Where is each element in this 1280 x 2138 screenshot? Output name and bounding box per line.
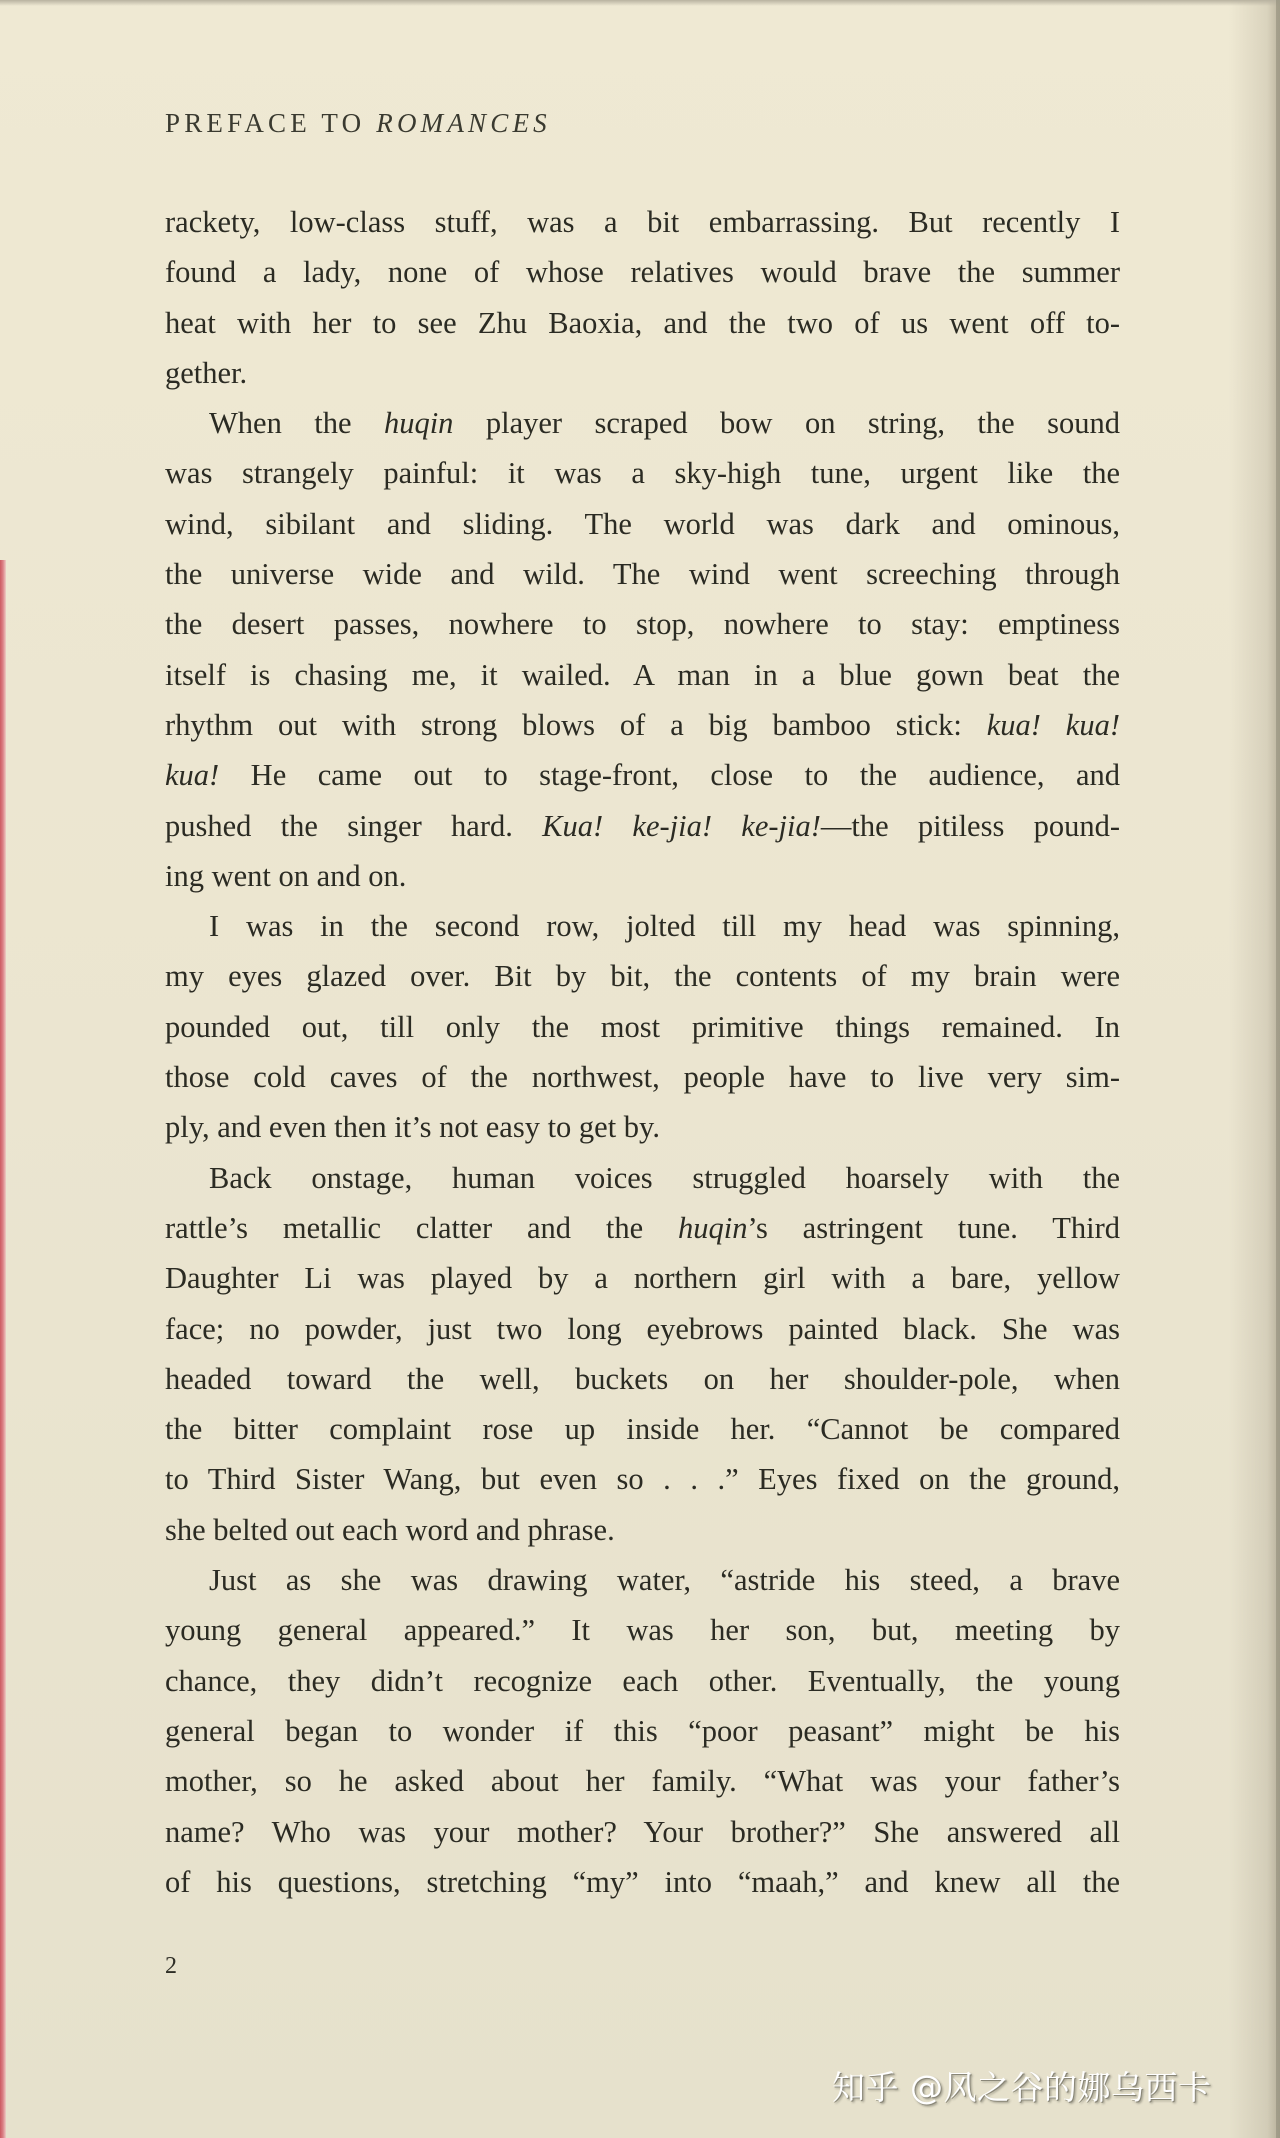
text-run: young general appeared.” It was her son, but, meeting by — [165, 1613, 1120, 1648]
text-run: wind, sibilant and sliding. The world was dark and ominous, — [165, 506, 1120, 541]
text-line — [165, 247, 1120, 297]
text-run: rattle’s metallic clatter and the — [165, 1210, 678, 1245]
paragraph — [165, 197, 1120, 398]
text-run: Back onstage, human voices struggled hoarsely with the — [209, 1160, 1120, 1195]
text-line — [165, 1807, 1120, 1857]
italic-term: kua! — [165, 758, 220, 793]
zhihu-watermark: 知乎 @风之谷的娜乌西卡 — [832, 2068, 1212, 2107]
text-line — [165, 951, 1120, 1001]
text-run: gether. — [165, 355, 248, 390]
text-run: the bitter complaint rose up inside her. “Cannot be compared — [165, 1412, 1120, 1447]
paragraph — [165, 398, 1120, 901]
text-line — [165, 1102, 1120, 1152]
paragraph — [165, 1153, 1120, 1555]
text-line — [165, 1153, 1120, 1203]
text-run: When the — [209, 406, 384, 441]
text-run: mother, so he asked about her family. “What was your father’s — [165, 1764, 1120, 1799]
page-top-edge — [0, 0, 1280, 6]
text-line — [165, 1656, 1120, 1706]
text-run: of his questions, stretching “my” into “maah,” and knew all the — [165, 1864, 1120, 1899]
text-line — [165, 599, 1120, 649]
text-run: ing went on and on. — [165, 858, 407, 893]
text-run: player scraped bow on string, the sound — [453, 406, 1120, 441]
text-run: rhythm out with strong blows of a big bamboo stick: — [165, 707, 987, 742]
text-run: headed toward the well, buckets on her shoulder-pole, when — [165, 1361, 1120, 1396]
text-line — [165, 901, 1120, 951]
italic-term: kua! kua! — [986, 707, 1120, 742]
paragraph — [165, 1555, 1120, 1907]
text-run: the desert passes, nowhere to stop, nowhere to stay: emptiness — [165, 607, 1120, 642]
text-line — [165, 1002, 1120, 1052]
text-run: she belted out each word and phrase. — [165, 1512, 615, 1547]
text-line — [165, 1404, 1120, 1454]
text-line — [165, 1857, 1120, 1907]
text-line — [165, 197, 1120, 247]
text-line — [165, 448, 1120, 498]
text-run: ’s astringent tune. Third — [747, 1210, 1120, 1245]
page-right-edge-shadow — [1276, 0, 1280, 2138]
text-run: Just as she was drawing water, “astride his steed, a brave — [209, 1563, 1120, 1598]
book-edge-red — [0, 560, 6, 2138]
text-run: itself is chasing me, it wailed. A man in a blue gown beat the — [165, 657, 1120, 692]
text-line — [165, 1706, 1120, 1756]
text-run: pushed the singer hard. — [165, 808, 543, 843]
text-line — [165, 1555, 1120, 1605]
italic-term: huqin — [677, 1210, 748, 1245]
text-line — [165, 1605, 1120, 1655]
text-line — [165, 549, 1120, 599]
text-line — [165, 1756, 1120, 1806]
text-line — [165, 499, 1120, 549]
text-run: to Third Sister Wang, but even so . . .” Eyes fixed on the ground, — [165, 1462, 1120, 1497]
text-run: name? Who was your mother? Your brother?” She answered all — [165, 1814, 1120, 1849]
text-line — [165, 348, 1120, 398]
italic-term: Kua! ke-jia! ke-jia! — [542, 808, 821, 843]
text-run: found a lady, none of whose relatives would brave the summer — [165, 255, 1120, 290]
text-line — [165, 1253, 1120, 1303]
running-head — [165, 108, 551, 139]
text-run: face; no powder, just two long eyebrows painted black. She was — [165, 1311, 1120, 1346]
text-line — [165, 1454, 1120, 1504]
text-line — [165, 1304, 1120, 1354]
running-head-title: ROMANCES — [376, 108, 551, 138]
text-run: Daughter Li was played by a northern girl with a bare, yellow — [165, 1261, 1120, 1296]
text-run: the universe wide and wild. The wind went screeching through — [165, 557, 1120, 592]
text-line — [165, 298, 1120, 348]
text-line — [165, 398, 1120, 448]
paragraph — [165, 901, 1120, 1152]
text-run: was strangely painful: it was a sky-high tune, urgent like the — [165, 456, 1120, 491]
text-run: chance, they didn’t recognize each other. Eventually, the young — [165, 1663, 1120, 1698]
running-head-prefix: PREFACE TO — [165, 108, 377, 138]
text-line — [165, 851, 1120, 901]
text-line — [165, 801, 1120, 851]
text-line — [165, 650, 1120, 700]
text-run: rackety, low-class stuff, was a bit embarrassing. But recently I — [165, 205, 1120, 239]
page-number: 2 — [165, 1953, 177, 1979]
text-run: heat with her to see Zhu Baoxia, and the two of us went off to- — [165, 305, 1120, 340]
text-run: pounded out, till only the most primitive things remained. In — [165, 1009, 1120, 1044]
text-line — [165, 700, 1120, 750]
text-line — [165, 1354, 1120, 1404]
text-line — [165, 1203, 1120, 1253]
text-line — [165, 1052, 1120, 1102]
text-run: general began to wonder if this “poor peasant” might be his — [165, 1713, 1120, 1748]
text-line — [165, 750, 1120, 800]
italic-term: huqin — [383, 406, 454, 441]
text-line — [165, 1505, 1120, 1555]
text-run: He came out to stage-front, close to the audience, and — [219, 758, 1120, 793]
text-run: I was in the second row, jolted till my head was spinning, — [209, 909, 1120, 944]
text-run: my eyes glazed over. Bit by bit, the contents of my brain were — [165, 959, 1120, 994]
text-run: those cold caves of the northwest, people have to live very sim- — [165, 1060, 1120, 1095]
body-text — [165, 197, 1120, 1907]
text-run: —the pitiless pound- — [820, 808, 1121, 843]
text-run: ply, and even then it’s not easy to get by. — [165, 1110, 660, 1145]
